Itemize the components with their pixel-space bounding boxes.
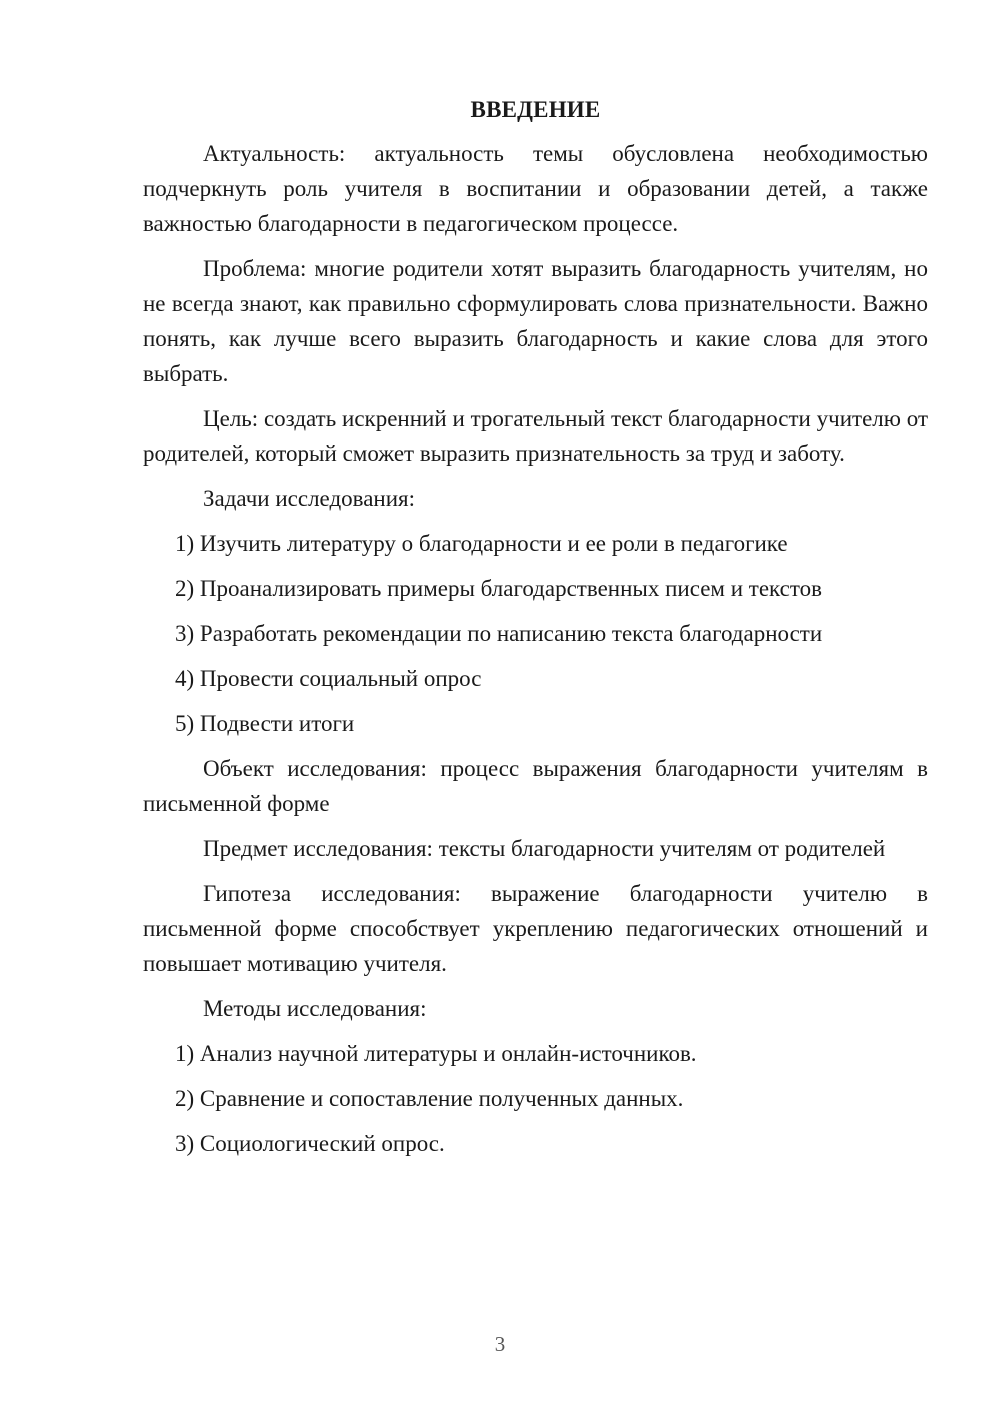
methods-list: [143, 1036, 928, 1161]
problem-paragraph: Проблема: многие родители хотят выразить благодарность учителям, но не всегда знают, как правильно сформулировать слова признательности. Важно понять, как лучше всего выразить благодарность и какие слова для этого выбрать.: [143, 256, 928, 386]
list-item: 4) Провести социальный опрос: [175, 666, 482, 691]
list-item: 5) Подвести итоги: [175, 711, 355, 736]
list-item: 1) Анализ научной литературы и онлайн-источников.: [175, 1041, 697, 1066]
list-item: 3) Разработать рекомендации по написанию текста благодарности: [175, 621, 823, 646]
list-item: 2) Сравнение и сопоставление полученных данных.: [175, 1086, 684, 1111]
methods-label: Методы исследования:: [203, 996, 427, 1021]
list-item: 2) Проанализировать примеры благодарственных писем и текстов: [175, 576, 822, 601]
relevance-paragraph: Актуальность: актуальность темы обусловлена необходимостью подчеркнуть роль учителя в воспитании и образовании детей, а также важностью благодарности в педагогическом процессе.: [143, 141, 928, 236]
page-title: ВВЕДЕНИЕ: [470, 97, 601, 122]
list-item: 3) Социологический опрос.: [175, 1131, 445, 1156]
page-number: 3: [494, 1332, 506, 1356]
object-paragraph: Объект исследования: процесс выражения благодарности учителям в письменной форме: [143, 756, 928, 816]
tasks-label: Задачи исследования:: [203, 486, 416, 511]
subject-paragraph: Предмет исследования: тексты благодарности учителям от родителей: [203, 836, 886, 861]
list-item: 1) Изучить литературу о благодарности и ее роли в педагогике: [175, 531, 788, 556]
tasks-list: [143, 526, 928, 741]
goal-paragraph: Цель: создать искренний и трогательный текст благодарности учителю от родителей, который сможет выразить признательность за труд и заботу.: [143, 406, 928, 466]
document-page: [143, 92, 928, 1171]
hypothesis-paragraph: Гипотеза исследования: выражение благодарности учителю в письменной форме способствует укреплению педагогических отношений и повышает мотивацию учителя.: [143, 881, 928, 976]
